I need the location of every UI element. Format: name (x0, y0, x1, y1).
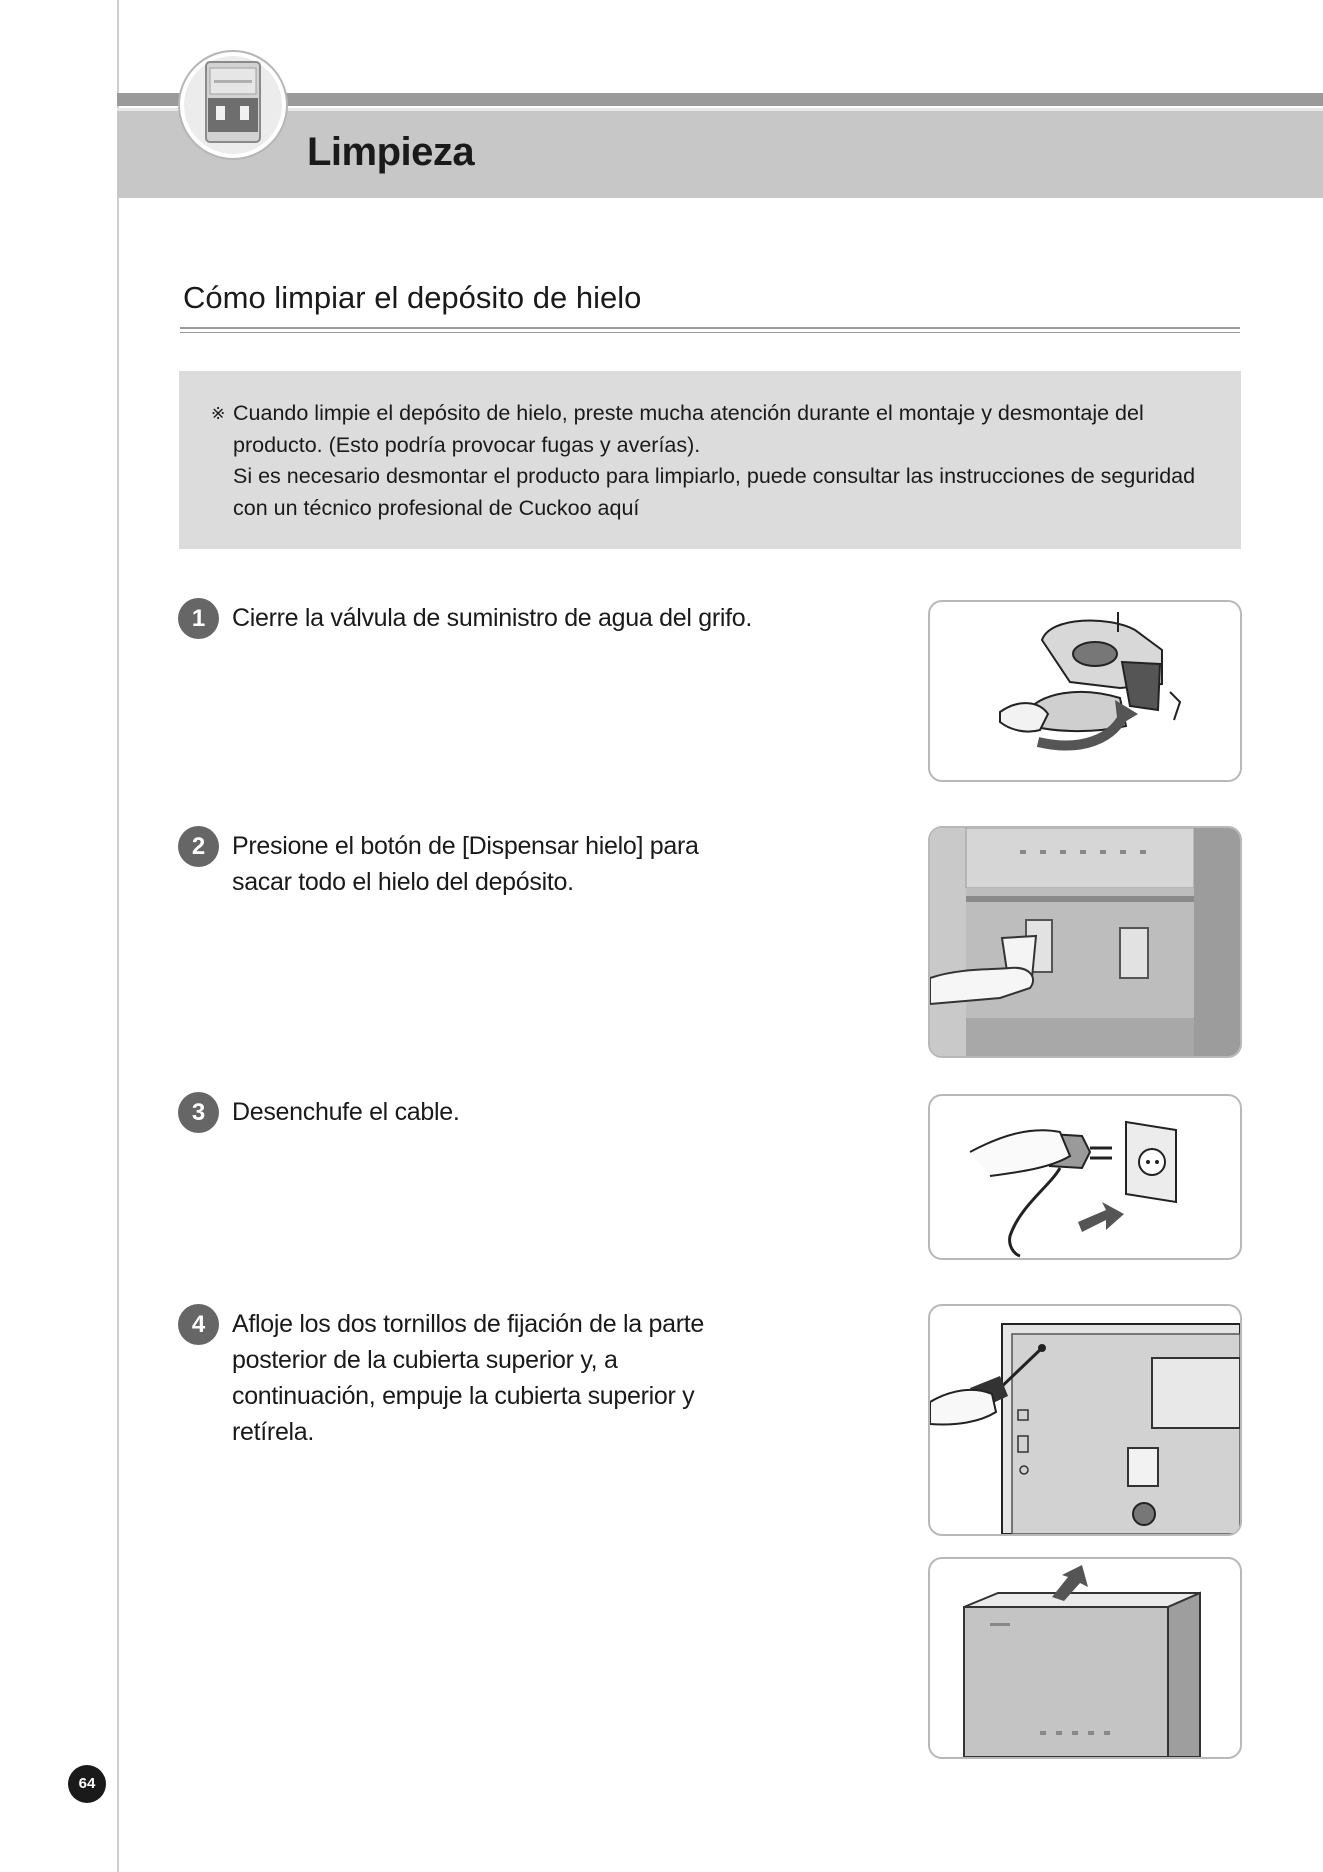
step-instruction (232, 1306, 772, 1450)
remove-top-cover-illustration (928, 1557, 1242, 1759)
step-line: Afloje los dos tornillos de fijación de la parte (232, 1310, 704, 1338)
step-instruction (232, 1094, 772, 1130)
note-line: producto. (Esto podría provocar fugas y averías). (233, 432, 701, 457)
step-number-badge: 1 (178, 598, 219, 639)
note-line: con un técnico profesional de Cuckoo aquí (233, 495, 640, 520)
unplug-cable-illustration (928, 1094, 1242, 1260)
step-number-badge: 4 (178, 1304, 219, 1345)
step-line: posterior de la cubierta superior y, a (232, 1346, 618, 1374)
step-line: Presione el botón de [Dispensar hielo] para (232, 832, 699, 860)
ice-dispenser-illustration (928, 826, 1242, 1058)
caution-note-text (233, 398, 1213, 524)
step-instruction (232, 828, 772, 900)
step-number-badge: 3 (178, 1092, 219, 1133)
note-line: Si es necesario desmontar el producto para limpiarlo, puede consultar las instrucciones de seguridad (233, 464, 1196, 488)
header-stripe (117, 93, 1323, 106)
note-line: Cuando limpie el depósito de hielo, preste mucha atención durante el montaje y desmontaje del (233, 401, 1144, 425)
step-number-badge: 2 (178, 826, 219, 867)
page-margin-line (117, 0, 119, 1872)
section-rule-thin (180, 332, 1240, 333)
step-line: continuación, empuje la cubierta superior y (232, 1382, 695, 1410)
step-instruction (232, 600, 772, 636)
step-line: retírela. (232, 1418, 315, 1446)
header-band (117, 108, 1323, 198)
step-line: sacar todo el hielo del depósito. (232, 868, 574, 896)
section-title: Cómo limpiar el depósito de hielo (183, 280, 642, 315)
rear-cover-screws-illustration (928, 1304, 1242, 1536)
page-title: Limpieza (307, 130, 475, 174)
product-thumbnail-icon (180, 52, 286, 158)
step-line: Desenchufe el cable. (232, 1098, 460, 1126)
section-rule (180, 327, 1240, 329)
header-highlight (117, 108, 1323, 111)
step-line: Cierre la válvula de suministro de agua del grifo. (232, 604, 752, 632)
note-reference-mark: ※ (211, 404, 226, 423)
page-number: 64 (68, 1765, 106, 1803)
faucet-valve-illustration (928, 600, 1242, 782)
